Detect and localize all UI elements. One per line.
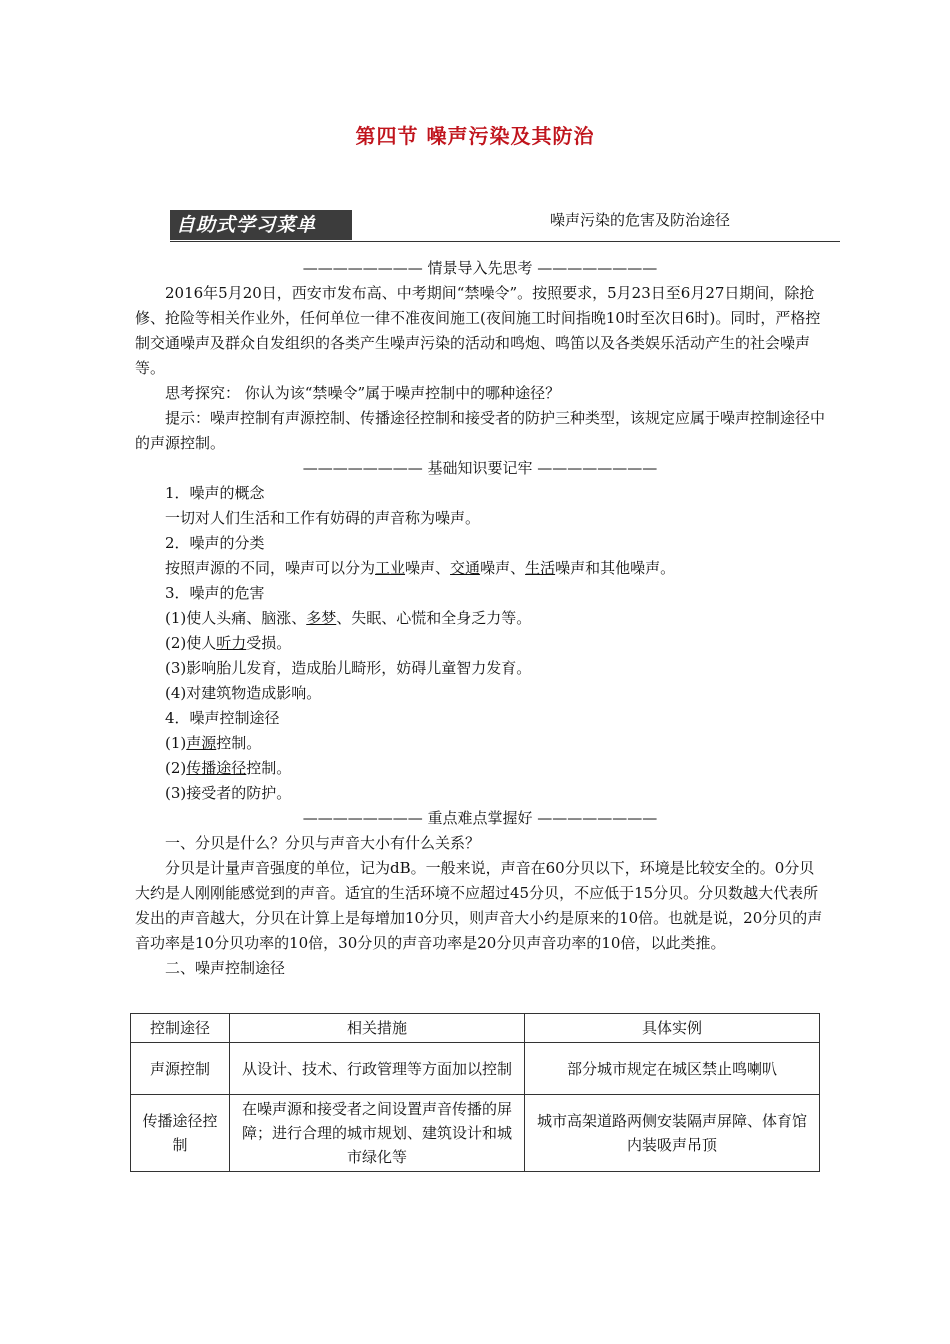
heading-concept: 1．噪声的概念 xyxy=(165,484,265,502)
intro-paragraph: 2016年5月20日，西安市发布高、中考期间“禁噪令”。按照要求，5月23日至6月27日期间，除抢修、抢险等相关作业外，任何单位一律不准夜间施工(夜间施工时间指晚10时至次日6时)。同时，严格控制交通噪声及群众自发组织的各类产生噪声污染的活动和鸣炮、鸣笛以及各类娱乐活动产生的社会噪声等。 xyxy=(135,284,821,377)
control-table xyxy=(130,1013,820,1172)
control-item-3: (3)接受者的防护。 xyxy=(165,784,292,802)
table-row xyxy=(131,1043,820,1095)
hazard-item-2: (2)使人听力受损。 xyxy=(165,634,292,652)
table-cell: 在噪声源和接受者之间设置声音传播的屏障；进行合理的城市规划、建筑设计和城市绿化等 xyxy=(230,1095,525,1172)
table-row xyxy=(131,1095,820,1172)
heading-hazards: 3．噪声的危害 xyxy=(165,584,265,602)
header-divider xyxy=(170,241,840,242)
main-content xyxy=(135,256,825,981)
table-cell: 部分城市规定在城区禁止鸣喇叭 xyxy=(525,1043,820,1095)
table-header: 具体实例 xyxy=(525,1014,820,1043)
control-item-2: (2)传播途径控制。 xyxy=(165,759,292,777)
table-header-row xyxy=(131,1014,820,1043)
table-header: 控制途径 xyxy=(131,1014,230,1043)
concept-text: 一切对人们生活和工作有妨碍的声音称为噪声。 xyxy=(165,509,481,527)
menu-badge: 自助式学习菜单 xyxy=(170,210,352,240)
table-cell: 声源控制 xyxy=(131,1043,230,1095)
table-cell: 传播途径控制 xyxy=(131,1095,230,1172)
think-question: 思考探究： 你认为该“禁噪令”属于噪声控制中的哪种途径？ xyxy=(165,384,561,402)
header-topic: 噪声污染的危害及防治途径 xyxy=(550,211,731,229)
control-item-1: (1)声源控制。 xyxy=(165,734,262,752)
heading-classification: 2．噪声的分类 xyxy=(165,534,265,552)
table-header: 相关措施 xyxy=(230,1014,525,1043)
hazard-item-3: (3)影响胎儿发育，造成胎儿畸形，妨碍儿童智力发育。 xyxy=(165,659,532,677)
decibel-text: 分贝是计量声音强度的单位，记为dB。一般来说，声音在60分贝以下，环境是比较安全的。0分贝大约是人刚刚能感觉到的声音。适宜的生活环境不应超过45分贝，不应低于15分贝。分贝数越大代表所发出的声音越大，分贝在计算上是每增加10分贝，则声音大小约是原来的10倍。也就是说，20分贝的声音功率是10分贝功率的10倍，30分贝的声音功率是20分贝声音功率的10倍，以此类推。 xyxy=(135,859,823,952)
blank-life: 生活 xyxy=(525,559,556,577)
blank-hearing: 听力 xyxy=(216,634,247,652)
divider-intro: ———————— 情景导入先思考 ———————— xyxy=(302,259,658,277)
heading-control: 4．噪声控制途径 xyxy=(165,709,280,727)
hazard-item-1: (1)使人头痛、脑涨、多梦、失眠、心慌和全身乏力等。 xyxy=(165,609,532,627)
hint-paragraph: 提示：噪声控制有声源控制、传播途径控制和接受者的防护三种类型，该规定应属于噪声控制途径中的声源控制。 xyxy=(135,409,826,452)
blank-traffic: 交通 xyxy=(450,559,481,577)
page-title: 第四节 噪声污染及其防治 xyxy=(355,124,595,148)
blank-dreams: 多梦 xyxy=(306,609,337,627)
blank-source: 声源 xyxy=(186,734,217,752)
table-cell: 城市高架道路两侧安装隔声屏障、体育馆内装吸声吊顶 xyxy=(525,1095,820,1172)
divider-key-points: ———————— 重点难点掌握好 ———————— xyxy=(302,809,658,827)
question-decibel: 一、分贝是什么？分贝与声音大小有什么关系？ xyxy=(165,834,481,852)
divider-basics: ———————— 基础知识要记牢 ———————— xyxy=(302,459,658,477)
heading-control-table: 二、噪声控制途径 xyxy=(165,959,286,977)
classification-text: 按照声源的不同，噪声可以分为工业噪声、交通噪声、生活噪声和其他噪声。 xyxy=(165,559,676,577)
table-cell: 从设计、技术、行政管理等方面加以控制 xyxy=(230,1043,525,1095)
blank-industrial: 工业 xyxy=(375,559,406,577)
section-header xyxy=(170,210,840,242)
blank-path: 传播途径 xyxy=(186,759,247,777)
hazard-item-4: (4)对建筑物造成影响。 xyxy=(165,684,322,702)
